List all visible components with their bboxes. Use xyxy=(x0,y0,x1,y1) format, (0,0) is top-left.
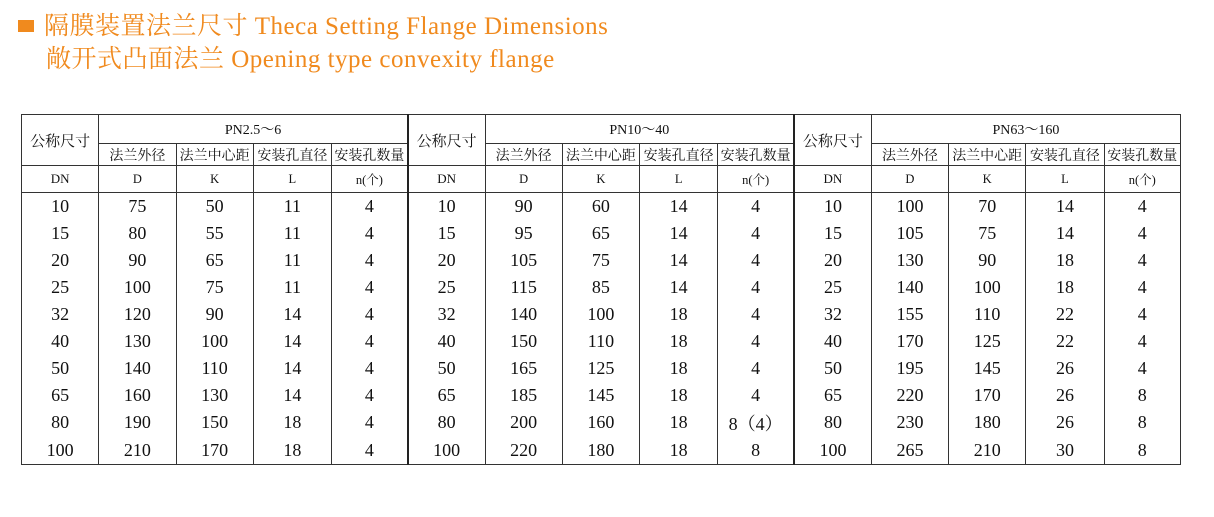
nominal-size-cell: 32 xyxy=(22,301,99,328)
dimension-cell: 180 xyxy=(949,409,1026,436)
dimension-cell: 14 xyxy=(1026,193,1104,221)
dimension-cell: 160 xyxy=(562,409,639,436)
dimension-cell: 4 xyxy=(718,220,794,247)
column-name: 法兰中心距 xyxy=(949,144,1026,166)
column-name-row xyxy=(22,144,1181,166)
nominal-size-cell: 80 xyxy=(408,409,485,436)
dimension-cell: 90 xyxy=(949,247,1026,274)
nominal-size-cell: 25 xyxy=(22,274,99,301)
column-unit: K xyxy=(949,166,1026,193)
dimension-cell: 4 xyxy=(1104,355,1180,382)
dimension-cell: 18 xyxy=(640,409,718,436)
nominal-size-cell: 20 xyxy=(794,247,871,274)
dimension-cell: 4 xyxy=(332,436,408,465)
table-row xyxy=(22,301,1181,328)
column-name: 法兰外径 xyxy=(871,144,948,166)
nominal-size-unit: DN xyxy=(408,166,485,193)
dimension-cell: 100 xyxy=(871,193,948,221)
column-unit: n(个) xyxy=(332,166,408,193)
column-name: 安装孔直径 xyxy=(1026,144,1104,166)
dimension-cell: 11 xyxy=(253,193,331,221)
nominal-size-cell: 50 xyxy=(408,355,485,382)
dimension-cell: 4 xyxy=(718,382,794,409)
dimension-cell: 11 xyxy=(253,247,331,274)
nominal-size-cell: 50 xyxy=(794,355,871,382)
dimension-cell: 4 xyxy=(332,328,408,355)
nominal-size-cell: 40 xyxy=(794,328,871,355)
table-row xyxy=(22,274,1181,301)
dimension-cell: 70 xyxy=(949,193,1026,221)
table-row xyxy=(22,409,1181,436)
dimension-cell: 130 xyxy=(99,328,176,355)
dimension-cell: 18 xyxy=(1026,274,1104,301)
dimension-cell: 220 xyxy=(485,436,562,465)
dimension-cell: 11 xyxy=(253,274,331,301)
nominal-size-unit: DN xyxy=(794,166,871,193)
nominal-size-header: 公称尺寸 xyxy=(22,115,99,166)
dimension-cell: 4 xyxy=(1104,220,1180,247)
dimension-cell: 18 xyxy=(640,328,718,355)
dimension-cell: 85 xyxy=(562,274,639,301)
dimension-cell: 18 xyxy=(640,355,718,382)
column-name: 安装孔直径 xyxy=(253,144,331,166)
dimension-cell: 14 xyxy=(640,247,718,274)
dimension-cell: 100 xyxy=(176,328,253,355)
nominal-size-cell: 10 xyxy=(408,193,485,221)
dimension-cell: 22 xyxy=(1026,301,1104,328)
dimension-cell: 14 xyxy=(1026,220,1104,247)
dimension-cell: 160 xyxy=(99,382,176,409)
column-unit: D xyxy=(871,166,948,193)
column-name: 法兰中心距 xyxy=(176,144,253,166)
flange-dimensions-table xyxy=(21,114,1181,465)
dimension-cell: 95 xyxy=(485,220,562,247)
dimension-cell: 4 xyxy=(718,355,794,382)
column-name: 安装孔直径 xyxy=(640,144,718,166)
nominal-size-cell: 65 xyxy=(408,382,485,409)
dimension-cell: 120 xyxy=(99,301,176,328)
nominal-size-cell: 32 xyxy=(408,301,485,328)
column-unit: L xyxy=(1026,166,1104,193)
dimension-cell: 26 xyxy=(1026,355,1104,382)
dimension-cell: 4 xyxy=(718,274,794,301)
nominal-size-unit: DN xyxy=(22,166,99,193)
dimension-cell: 75 xyxy=(562,247,639,274)
dimension-cell: 4 xyxy=(718,301,794,328)
nominal-size-cell: 40 xyxy=(22,328,99,355)
dimension-cell: 165 xyxy=(485,355,562,382)
dimension-cell: 4 xyxy=(332,274,408,301)
dimension-cell: 8 xyxy=(1104,436,1180,465)
table-row xyxy=(22,247,1181,274)
dimension-cell: 14 xyxy=(253,301,331,328)
column-unit: n(个) xyxy=(1104,166,1180,193)
pressure-class-header: PN63～160 xyxy=(871,115,1180,144)
dimension-cell: 4 xyxy=(1104,274,1180,301)
dimension-cell: 140 xyxy=(871,274,948,301)
table-row xyxy=(22,355,1181,382)
title-line-2: 敞开式凸面法兰 Opening type convexity flange xyxy=(46,46,555,73)
dimension-cell: 100 xyxy=(949,274,1026,301)
column-name: 安装孔数量 xyxy=(332,144,408,166)
dimension-cell: 30 xyxy=(1026,436,1104,465)
dimension-cell: 210 xyxy=(99,436,176,465)
unit-row xyxy=(22,166,1181,193)
dimension-cell: 65 xyxy=(176,247,253,274)
nominal-size-cell: 20 xyxy=(22,247,99,274)
dimension-cell: 8 xyxy=(1104,409,1180,436)
dimension-cell: 210 xyxy=(949,436,1026,465)
nominal-size-cell: 25 xyxy=(408,274,485,301)
dimension-cell: 110 xyxy=(176,355,253,382)
column-name: 法兰外径 xyxy=(485,144,562,166)
dimension-cell: 4 xyxy=(332,220,408,247)
nominal-size-cell: 100 xyxy=(408,436,485,465)
dimension-cell: 4 xyxy=(332,193,408,221)
nominal-size-cell: 100 xyxy=(22,436,99,465)
table-row xyxy=(22,328,1181,355)
dimension-cell: 115 xyxy=(485,274,562,301)
title-text: 隔膜装置法兰尺寸 Theca Setting Flange Dimensions xyxy=(44,13,609,40)
dimension-cell: 26 xyxy=(1026,409,1104,436)
dimension-cell: 4 xyxy=(332,382,408,409)
dimension-cell: 110 xyxy=(949,301,1026,328)
dimension-cell: 75 xyxy=(99,193,176,221)
dimension-cell: 170 xyxy=(176,436,253,465)
dimension-cell: 75 xyxy=(949,220,1026,247)
dimension-cell: 75 xyxy=(176,274,253,301)
nominal-size-cell: 15 xyxy=(22,220,99,247)
dimension-cell: 145 xyxy=(949,355,1026,382)
dimension-cell: 4 xyxy=(1104,247,1180,274)
dimension-cell: 150 xyxy=(485,328,562,355)
nominal-size-cell: 65 xyxy=(794,382,871,409)
dimension-cell: 140 xyxy=(99,355,176,382)
dimension-cell: 150 xyxy=(176,409,253,436)
nominal-size-cell: 40 xyxy=(408,328,485,355)
dimension-cell: 4 xyxy=(718,247,794,274)
dimension-cell: 90 xyxy=(176,301,253,328)
dimension-cell: 130 xyxy=(176,382,253,409)
dimension-cell: 26 xyxy=(1026,382,1104,409)
dimension-cell: 18 xyxy=(253,409,331,436)
dimension-cell: 11 xyxy=(253,220,331,247)
nominal-size-cell: 32 xyxy=(794,301,871,328)
column-unit: K xyxy=(562,166,639,193)
dimension-cell: 14 xyxy=(640,274,718,301)
dimension-cell: 18 xyxy=(640,436,718,465)
dimension-cell: 145 xyxy=(562,382,639,409)
dimension-cell: 18 xyxy=(1026,247,1104,274)
dimension-cell: 4 xyxy=(332,301,408,328)
dimension-cell: 14 xyxy=(640,193,718,221)
table-row xyxy=(22,193,1181,221)
title-line-1 xyxy=(18,10,608,43)
dimension-cell: 4 xyxy=(718,328,794,355)
nominal-size-cell: 65 xyxy=(22,382,99,409)
dimension-cell: 195 xyxy=(871,355,948,382)
dimension-cell: 100 xyxy=(562,301,639,328)
column-name: 安装孔数量 xyxy=(718,144,794,166)
nominal-size-cell: 80 xyxy=(22,409,99,436)
dimension-cell: 65 xyxy=(562,220,639,247)
dimension-cell: 100 xyxy=(99,274,176,301)
dimension-cell: 60 xyxy=(562,193,639,221)
dimension-cell: 110 xyxy=(562,328,639,355)
dimension-cell: 14 xyxy=(253,328,331,355)
dimension-cell: 125 xyxy=(949,328,1026,355)
table-row xyxy=(22,220,1181,247)
square-bullet-icon xyxy=(18,20,34,32)
dimension-cell: 14 xyxy=(253,355,331,382)
dimension-cell: 90 xyxy=(99,247,176,274)
dimension-cell: 4 xyxy=(332,355,408,382)
column-name: 安装孔数量 xyxy=(1104,144,1180,166)
dimension-cell: 230 xyxy=(871,409,948,436)
nominal-size-cell: 100 xyxy=(794,436,871,465)
dimension-cell: 18 xyxy=(640,382,718,409)
page-header xyxy=(18,10,608,76)
dimension-cell: 8 xyxy=(718,436,794,465)
column-unit: L xyxy=(253,166,331,193)
column-unit: L xyxy=(640,166,718,193)
dimension-cell: 105 xyxy=(871,220,948,247)
nominal-size-cell: 15 xyxy=(794,220,871,247)
pressure-class-header: PN2.5～6 xyxy=(99,115,408,144)
dimension-cell: 185 xyxy=(485,382,562,409)
table-row xyxy=(22,436,1181,465)
dimension-cell: 18 xyxy=(640,301,718,328)
dimension-cell: 4 xyxy=(332,247,408,274)
dimension-cell: 130 xyxy=(871,247,948,274)
column-unit: D xyxy=(485,166,562,193)
dimension-cell: 22 xyxy=(1026,328,1104,355)
nominal-size-cell: 10 xyxy=(794,193,871,221)
dimension-cell: 18 xyxy=(253,436,331,465)
nominal-size-cell: 10 xyxy=(22,193,99,221)
pressure-class-header: PN10～40 xyxy=(485,115,794,144)
dimension-cell: 90 xyxy=(485,193,562,221)
dimension-cell: 140 xyxy=(485,301,562,328)
dimension-cell: 125 xyxy=(562,355,639,382)
dimension-cell: 220 xyxy=(871,382,948,409)
column-unit: n(个) xyxy=(718,166,794,193)
dimension-cell: 14 xyxy=(640,220,718,247)
dimension-cell: 180 xyxy=(562,436,639,465)
column-unit: D xyxy=(99,166,176,193)
nominal-size-cell: 80 xyxy=(794,409,871,436)
dimension-cell: 4 xyxy=(1104,193,1180,221)
pressure-header-row xyxy=(22,115,1181,144)
dimension-cell: 170 xyxy=(949,382,1026,409)
nominal-size-header: 公称尺寸 xyxy=(408,115,485,166)
column-name: 法兰外径 xyxy=(99,144,176,166)
table-row xyxy=(22,382,1181,409)
dimension-cell: 55 xyxy=(176,220,253,247)
dimension-cell: 155 xyxy=(871,301,948,328)
dimension-cell: 4 xyxy=(1104,328,1180,355)
dimension-cell: 4 xyxy=(332,409,408,436)
nominal-size-cell: 20 xyxy=(408,247,485,274)
dimension-cell: 4 xyxy=(718,193,794,221)
column-unit: K xyxy=(176,166,253,193)
dimension-cell: 14 xyxy=(253,382,331,409)
dimension-cell: 8（4） xyxy=(718,409,794,436)
nominal-size-cell: 25 xyxy=(794,274,871,301)
dimension-cell: 170 xyxy=(871,328,948,355)
nominal-size-cell: 15 xyxy=(408,220,485,247)
dimension-cell: 200 xyxy=(485,409,562,436)
column-name: 法兰中心距 xyxy=(562,144,639,166)
dimension-cell: 50 xyxy=(176,193,253,221)
nominal-size-header: 公称尺寸 xyxy=(794,115,871,166)
dimension-cell: 4 xyxy=(1104,301,1180,328)
dimension-cell: 265 xyxy=(871,436,948,465)
dimension-cell: 80 xyxy=(99,220,176,247)
nominal-size-cell: 50 xyxy=(22,355,99,382)
dimension-cell: 8 xyxy=(1104,382,1180,409)
dimension-cell: 190 xyxy=(99,409,176,436)
dimension-cell: 105 xyxy=(485,247,562,274)
